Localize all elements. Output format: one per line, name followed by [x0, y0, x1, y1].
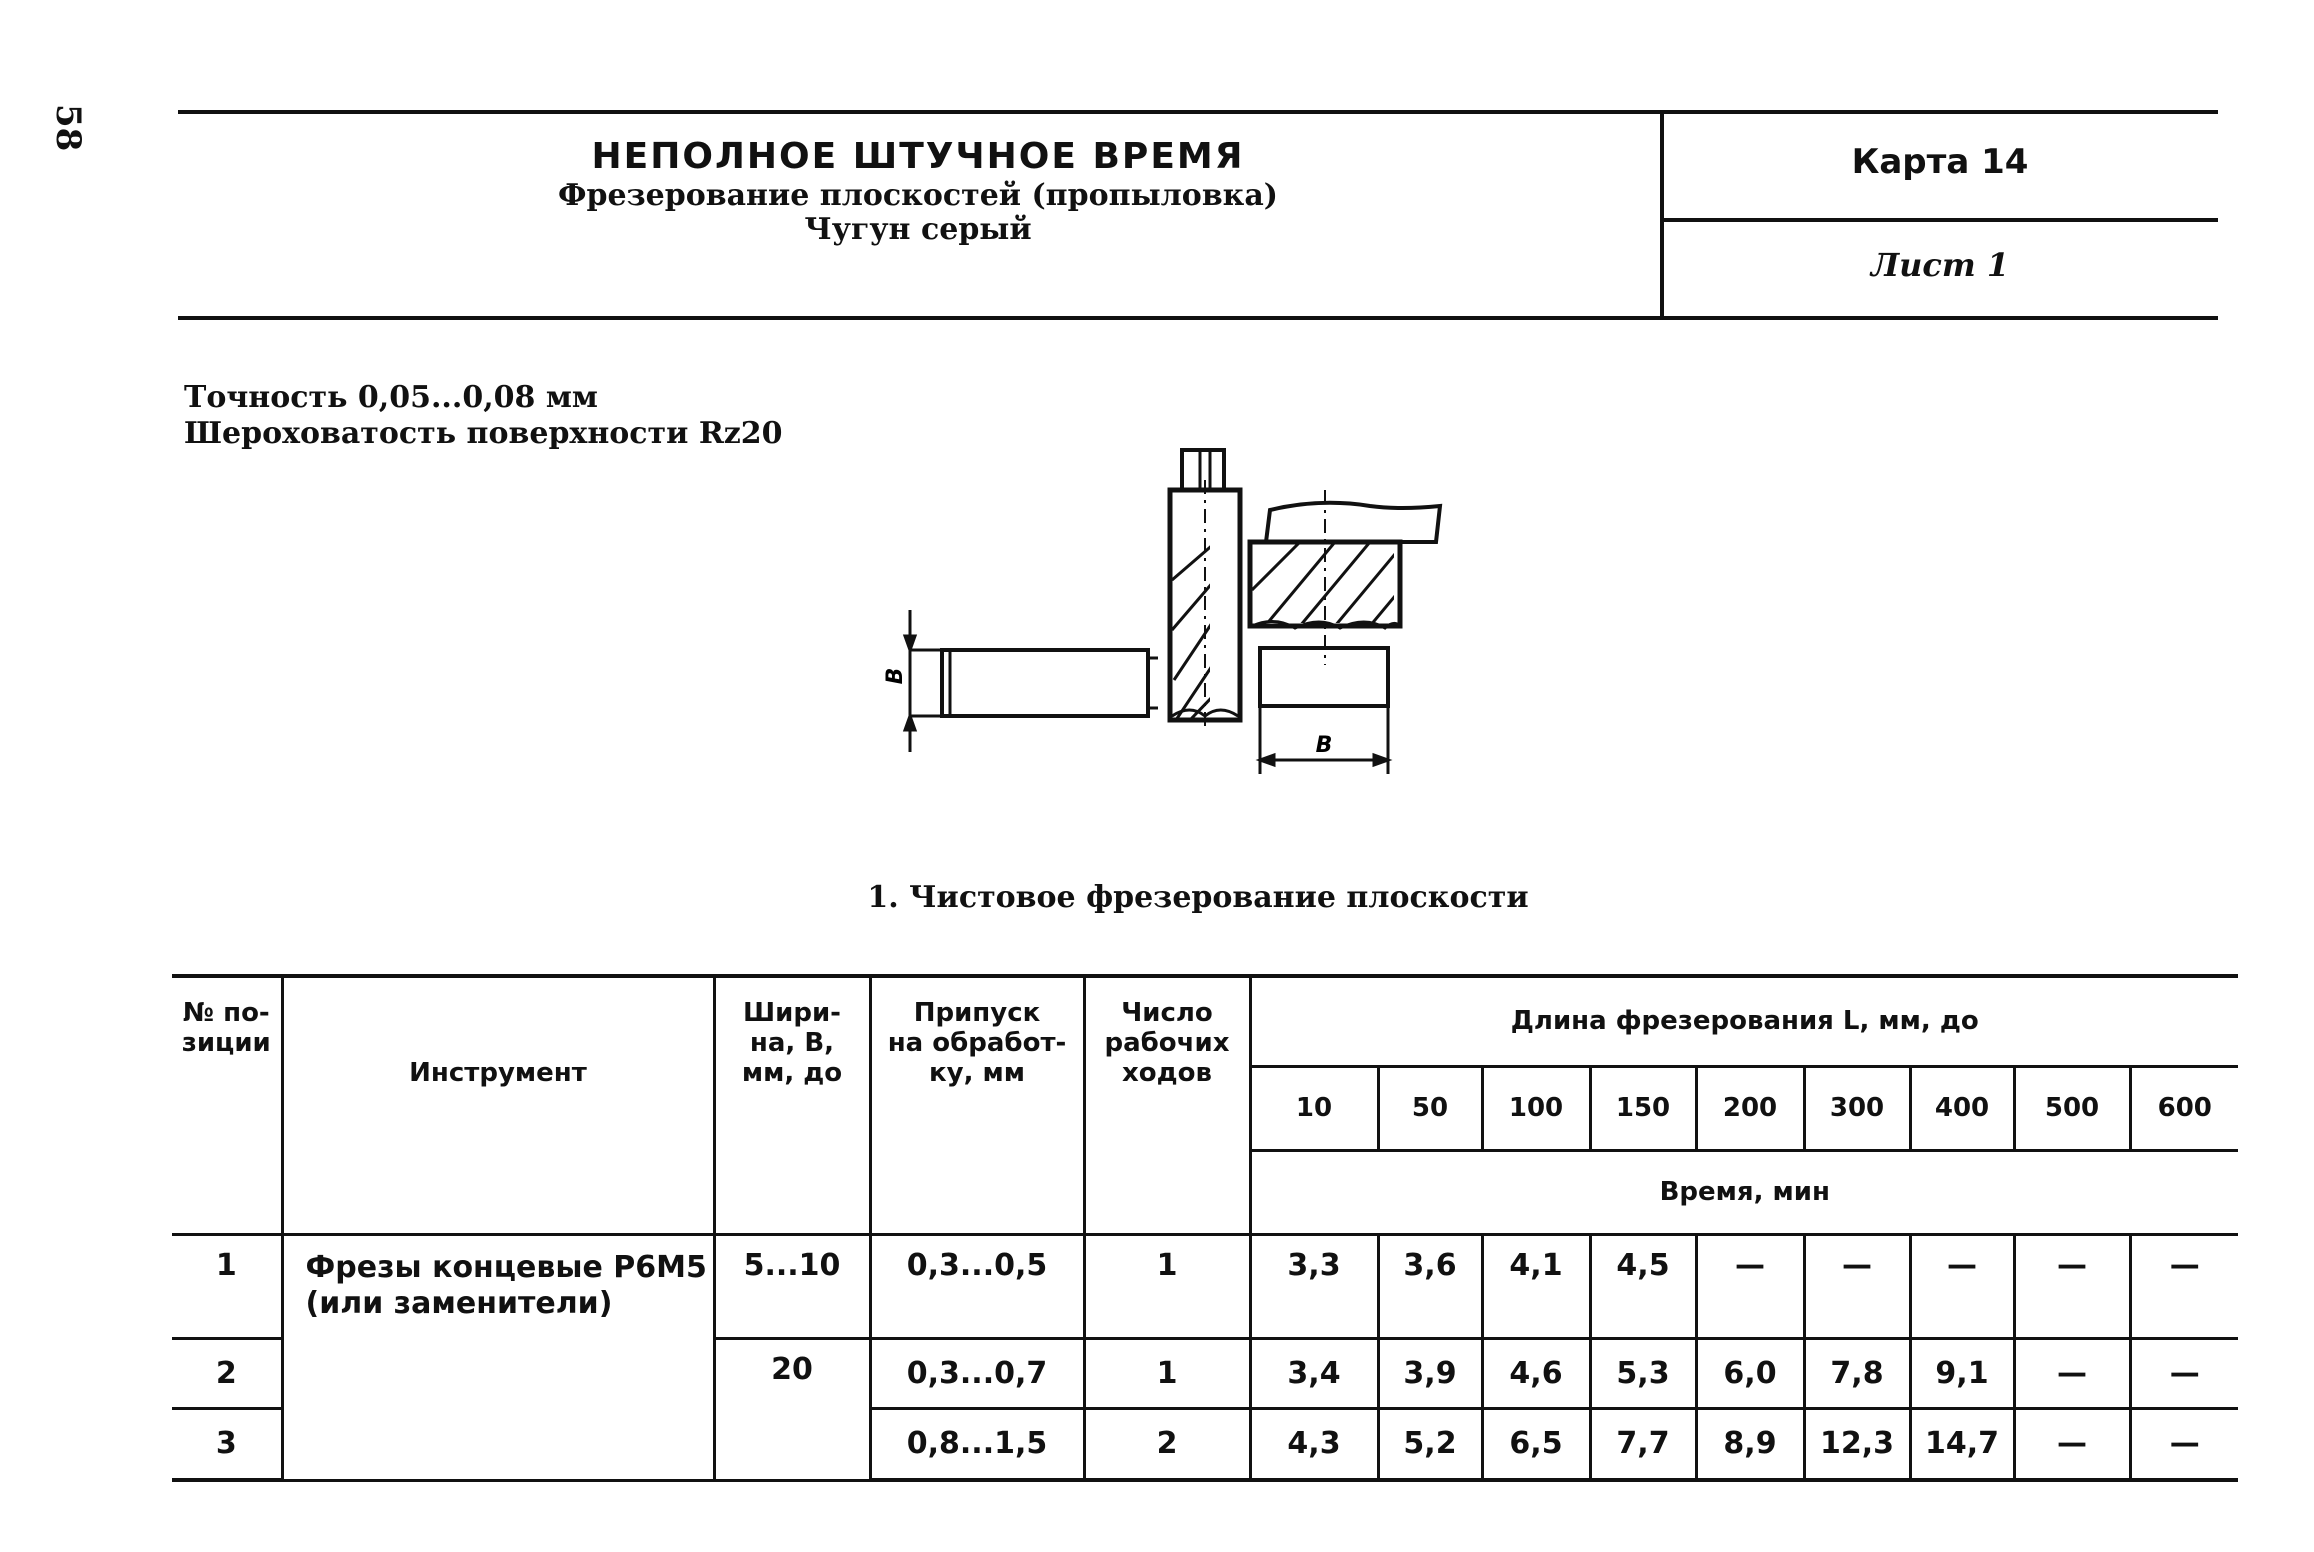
time-cell: 4,6 [1482, 1338, 1590, 1408]
length-col: 300 [1804, 1066, 1910, 1150]
time-cell: — [2130, 1408, 2238, 1480]
header-time: Время, мин [1250, 1150, 2238, 1234]
time-cell: 7,7 [1590, 1408, 1696, 1480]
document-subtitle: Фрезерование плоскостей (пропыловка) [558, 178, 1278, 213]
length-col: 400 [1910, 1066, 2014, 1150]
time-norms-table [172, 974, 2238, 1482]
milling-diagram [880, 440, 1520, 790]
time-cell: 5,3 [1590, 1338, 1696, 1408]
workpiece-side [942, 650, 1158, 716]
row-passes: 1 [1084, 1338, 1250, 1408]
row-allowance: 0,8...1,5 [870, 1408, 1084, 1480]
time-cell: — [2130, 1234, 2238, 1338]
section-title: 1. Чистовое фрезерование плоскости [867, 880, 1529, 915]
time-cell: 4,1 [1482, 1234, 1590, 1338]
row-width: 20 [714, 1338, 870, 1480]
length-col: 500 [2014, 1066, 2130, 1150]
time-cell: — [2014, 1234, 2130, 1338]
card-number: Карта 14 [1851, 142, 2029, 182]
length-col: 50 [1378, 1066, 1482, 1150]
row-width: 5...10 [714, 1234, 870, 1338]
header-passes: Число рабочих ходов [1084, 976, 1250, 1234]
length-col: 200 [1696, 1066, 1804, 1150]
roughness-text: Шероховатость поверхности Rz20 [184, 416, 783, 451]
time-cell: 3,3 [1250, 1234, 1378, 1338]
time-cell: 7,8 [1804, 1338, 1910, 1408]
time-cell: — [1804, 1234, 1910, 1338]
time-cell: 6,0 [1696, 1338, 1804, 1408]
header-divider [1660, 110, 1664, 318]
time-cell: — [1910, 1234, 2014, 1338]
time-cell: — [2014, 1408, 2130, 1480]
accuracy-text: Точность 0,05...0,08 мм [184, 380, 598, 415]
dimension-label-bottom: B [1315, 733, 1333, 758]
tool-name: Фрезы концевые Р6М5 (или заменители) [282, 1234, 714, 1480]
length-col: 10 [1250, 1066, 1378, 1150]
time-cell: 4,3 [1250, 1408, 1378, 1480]
length-col: 600 [2130, 1066, 2238, 1150]
header-allowance: Припуск на обработ- ку, мм [870, 976, 1084, 1234]
time-cell: 4,5 [1590, 1234, 1696, 1338]
row-pos: 1 [172, 1234, 282, 1338]
row-allowance: 0,3...0,7 [870, 1338, 1084, 1408]
length-col: 100 [1482, 1066, 1590, 1150]
document-title: НЕПОЛНОЕ ШТУЧНОЕ ВРЕМЯ [591, 136, 1245, 177]
row-passes: 1 [1084, 1234, 1250, 1338]
header-card-divider [1660, 218, 2218, 222]
time-cell: 3,6 [1378, 1234, 1482, 1338]
header-width: Шири- на, В, мм, до [714, 976, 870, 1234]
row-pos: 2 [172, 1338, 282, 1408]
time-cell: 8,9 [1696, 1408, 1804, 1480]
row-pos: 3 [172, 1408, 282, 1480]
time-cell: 6,5 [1482, 1408, 1590, 1480]
time-cell: 3,9 [1378, 1338, 1482, 1408]
header-tool: Инструмент [282, 976, 714, 1234]
sheet-number: Лист 1 [1870, 246, 2010, 284]
end-mill-cutter [1170, 450, 1240, 730]
page-number: 58 [48, 104, 88, 152]
time-cell: 14,7 [1910, 1408, 2014, 1480]
header-bottom-rule [178, 316, 2218, 320]
dimension-b-left [905, 610, 942, 752]
header-top-rule [178, 110, 2218, 114]
time-cell: 5,2 [1378, 1408, 1482, 1480]
time-cell: — [2130, 1338, 2238, 1408]
time-cell: 9,1 [1910, 1338, 2014, 1408]
header-length: Длина фрезерования L, мм, до [1250, 976, 2238, 1066]
row-passes: 2 [1084, 1408, 1250, 1480]
time-cell: — [2014, 1338, 2130, 1408]
length-col: 150 [1590, 1066, 1696, 1150]
header-pos: № по- зиции [172, 976, 282, 1234]
time-cell: — [1696, 1234, 1804, 1338]
row-allowance: 0,3...0,5 [870, 1234, 1084, 1338]
time-cell: 3,4 [1250, 1338, 1378, 1408]
cutter-end-view [1250, 490, 1440, 665]
dimension-label-left: B [883, 667, 908, 685]
time-cell: 12,3 [1804, 1408, 1910, 1480]
material-label: Чугун серый [804, 212, 1032, 247]
